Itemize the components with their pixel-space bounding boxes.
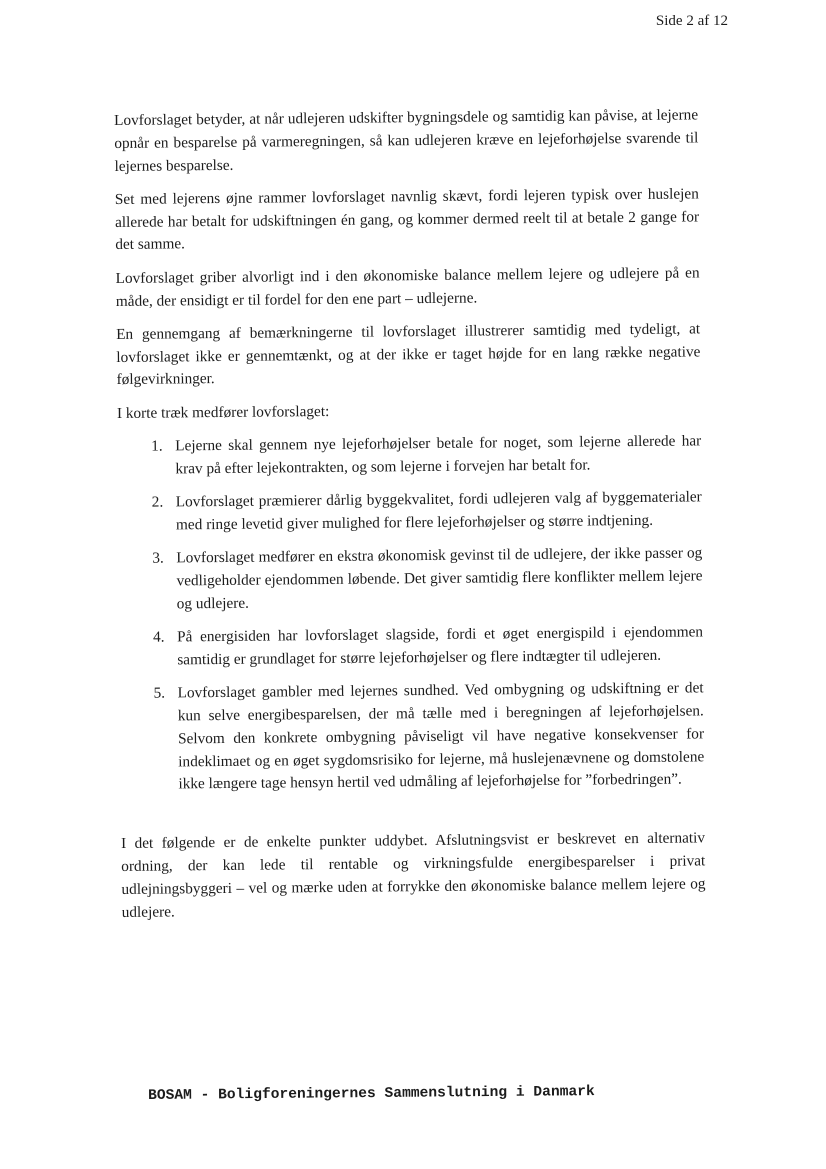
list-item xyxy=(119,622,703,673)
list-item-text: Lovforslaget præmierer dårlig byggekvalitet, fordi udlejeren valg af byggematerialer med ringe levetid giver mulighed for flere lejeforhøjelser og større indtjening. xyxy=(175,488,702,534)
paragraph: En gennemgang af bemærkningerne til lovforslaget illustrerer samtidig med tydeligt, at lovforslaget ikke er gennemtænkt, og at der ikke er taget højde for en lang række negative følgevirkninger. xyxy=(116,320,701,389)
page-number: Side 2 af 12 xyxy=(655,13,728,29)
list-item-text: Lovforslaget gambler med lejernes sundhed. Ved ombygning og udskiftning er det kun selve energibesparelsen, der må tælle med i beregningen af lejeforhøjelsen. Selvom den konkrete ombygning påviseligt vil have negative konsekvenser for indeklimaet og en øget sygdomsrisiko for lejerne, må huslejenævnene og domstolene ikke længere tage hensyn hertil ved udmåling af lejeforhøjelse for ”forbedringen”. xyxy=(177,679,705,793)
list-item-text: Lovforslaget medfører en ekstra økonomisk gevinst til de udlejere, der ikke passer og vedligeholder ejendommen løbende. Det giver samtidig flere konflikter mellem lejere og udlejere. xyxy=(176,544,703,613)
list-item-number: 5. xyxy=(153,684,166,702)
list-item xyxy=(118,487,702,538)
document-body xyxy=(114,104,706,934)
list-item-number: 4. xyxy=(152,628,165,646)
list-item xyxy=(120,678,705,798)
list-item-number: 2. xyxy=(151,493,164,511)
list-item xyxy=(118,543,703,617)
closing-paragraph: I det følgende er de enkelte punkter uddybet. Afslutningsvist er beskrevet en alternativ ordning, der kan lede til rentable og virkningsfulde energibesparelser i privat udlejningsbyggeri – vel og mærke uden at forrykke den økonomiske balance mellem lejere og udlejere. xyxy=(120,829,706,921)
list-item-text: På energisiden har lovforslaget slagside, fordi et øget energispild i ejendommen samtidig er grundlaget for større lejeforhøjelser og flere indtægter til udlejeren. xyxy=(176,623,704,669)
list-item-number: 3. xyxy=(152,549,164,567)
list-intro: I korte træk medfører lovforslaget: xyxy=(116,402,330,422)
list-item xyxy=(117,430,701,481)
numbered-list xyxy=(117,430,704,797)
list-item-text: Lejerne skal gennem nye lejeforhøjelser betale for noget, som lejerne allerede har krav på efter lejekontrakten, og som lejerne i forvejen har betalt for. xyxy=(175,432,702,478)
paragraph: Lovforslaget betyder, at når udlejeren udskifter bygningsdele og samtidig kan påvise, at lejerne opnår en besparelse på varmeregningen, så kan udlejeren kræve en lejeforhøjelse svarende til lejernes besparelse. xyxy=(114,106,699,175)
list-item-number: 1. xyxy=(151,437,163,455)
footer-organization: BOSAM - Boligforeningernes Sammenslutning i Danmark xyxy=(148,1084,595,1104)
paragraph: Set med lejerens øjne rammer lovforslaget navnlig skævt, fordi lejeren typisk over huslejen allerede har betalt for udskiftningen én gang, og kommer dermed reelt til at betale 2 gange for det samme. xyxy=(114,185,700,254)
paragraph: Lovforslaget griber alvorligt ind i den økonomiske balance mellem lejere og udlejere på en måde, der ensidigt er til fordel for den ene part – udlejerne. xyxy=(115,264,700,310)
